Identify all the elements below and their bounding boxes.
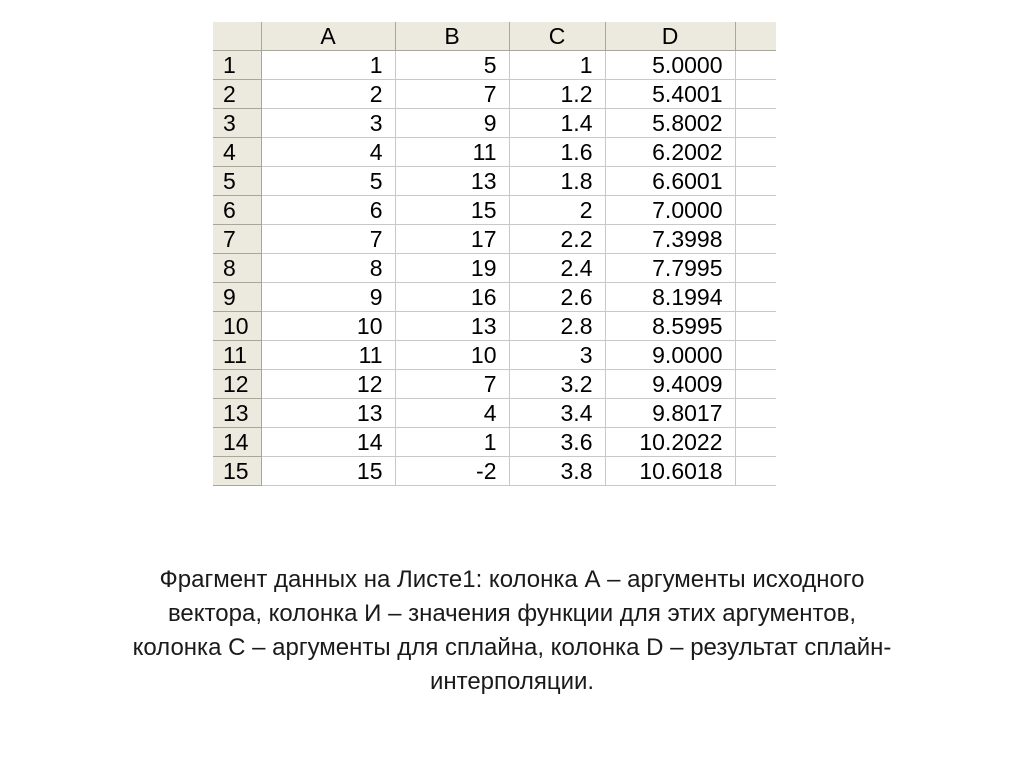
column-header-a[interactable]: A xyxy=(261,22,395,51)
caption-line: вектора, колонка И – значения функции для этих аргументов, xyxy=(167,600,857,627)
cell-e[interactable] xyxy=(735,399,776,428)
row-header[interactable]: 12 xyxy=(213,370,261,399)
cell-b[interactable]: 13 xyxy=(395,167,509,196)
cell-c[interactable]: 2 xyxy=(509,196,605,225)
cell-d[interactable]: 5.8002 xyxy=(605,109,735,138)
row-header[interactable]: 11 xyxy=(213,341,261,370)
row-header[interactable]: 4 xyxy=(213,138,261,167)
column-header-row xyxy=(213,22,776,51)
data-grid xyxy=(213,22,776,486)
cell-d[interactable]: 7.3998 xyxy=(605,225,735,254)
cell-b[interactable]: 7 xyxy=(395,80,509,109)
cell-a[interactable]: 1 xyxy=(261,51,395,80)
cell-e[interactable] xyxy=(735,254,776,283)
cell-d[interactable]: 6.2002 xyxy=(605,138,735,167)
cell-b[interactable]: 11 xyxy=(395,138,509,167)
cell-c[interactable]: 1.8 xyxy=(509,167,605,196)
cell-d[interactable]: 9.0000 xyxy=(605,341,735,370)
column-header-d[interactable]: D xyxy=(605,22,735,51)
cell-b[interactable]: 17 xyxy=(395,225,509,254)
cell-a[interactable]: 3 xyxy=(261,109,395,138)
cell-b[interactable]: 5 xyxy=(395,51,509,80)
cell-e[interactable] xyxy=(735,370,776,399)
cell-c[interactable]: 2.4 xyxy=(509,254,605,283)
row-header[interactable]: 5 xyxy=(213,167,261,196)
row-header[interactable]: 10 xyxy=(213,312,261,341)
cell-e[interactable] xyxy=(735,196,776,225)
cell-a[interactable]: 5 xyxy=(261,167,395,196)
table-row xyxy=(213,167,776,196)
cell-d[interactable]: 8.5995 xyxy=(605,312,735,341)
row-header[interactable]: 3 xyxy=(213,109,261,138)
cell-b[interactable]: -2 xyxy=(395,457,509,486)
cell-b[interactable]: 7 xyxy=(395,370,509,399)
cell-a[interactable]: 2 xyxy=(261,80,395,109)
row-header[interactable]: 1 xyxy=(213,51,261,80)
cell-c[interactable]: 2.8 xyxy=(509,312,605,341)
cell-a[interactable]: 4 xyxy=(261,138,395,167)
cell-c[interactable]: 2.2 xyxy=(509,225,605,254)
cell-a[interactable]: 15 xyxy=(261,457,395,486)
cell-e[interactable] xyxy=(735,51,776,80)
column-header-c[interactable]: C xyxy=(509,22,605,51)
row-header[interactable]: 15 xyxy=(213,457,261,486)
cell-d[interactable]: 8.1994 xyxy=(605,283,735,312)
cell-e[interactable] xyxy=(735,225,776,254)
row-header[interactable]: 9 xyxy=(213,283,261,312)
cell-c[interactable]: 3.8 xyxy=(509,457,605,486)
cell-a[interactable]: 12 xyxy=(261,370,395,399)
cell-c[interactable]: 3.6 xyxy=(509,428,605,457)
table-row xyxy=(213,80,776,109)
cell-c[interactable]: 2.6 xyxy=(509,283,605,312)
cell-a[interactable]: 8 xyxy=(261,254,395,283)
cell-c[interactable]: 1.4 xyxy=(509,109,605,138)
table-row xyxy=(213,225,776,254)
cell-a[interactable]: 11 xyxy=(261,341,395,370)
cell-e[interactable] xyxy=(735,138,776,167)
cell-a[interactable]: 9 xyxy=(261,283,395,312)
cell-e[interactable] xyxy=(735,283,776,312)
slide-caption xyxy=(40,563,984,699)
table-row xyxy=(213,428,776,457)
row-header[interactable]: 13 xyxy=(213,399,261,428)
cell-c[interactable]: 3 xyxy=(509,341,605,370)
table-row xyxy=(213,51,776,80)
cell-c[interactable]: 1.6 xyxy=(509,138,605,167)
caption-line: интерполяции. xyxy=(429,668,595,695)
cell-e[interactable] xyxy=(735,457,776,486)
row-header[interactable]: 7 xyxy=(213,225,261,254)
table-row xyxy=(213,312,776,341)
cell-a[interactable]: 7 xyxy=(261,225,395,254)
cell-d[interactable]: 9.8017 xyxy=(605,399,735,428)
cell-b[interactable]: 15 xyxy=(395,196,509,225)
cell-a[interactable]: 10 xyxy=(261,312,395,341)
cell-b[interactable]: 4 xyxy=(395,399,509,428)
caption-line: Фрагмент данных на Листе1: колонка А – аргументы исходного xyxy=(159,566,865,593)
cell-b[interactable]: 19 xyxy=(395,254,509,283)
cell-b[interactable]: 16 xyxy=(395,283,509,312)
grid-body xyxy=(213,51,776,486)
column-header-b[interactable]: B xyxy=(395,22,509,51)
cell-d[interactable]: 7.0000 xyxy=(605,196,735,225)
cell-d[interactable]: 7.7995 xyxy=(605,254,735,283)
column-header-e[interactable] xyxy=(735,22,776,51)
cell-c[interactable]: 1.2 xyxy=(509,80,605,109)
cell-d[interactable]: 5.0000 xyxy=(605,51,735,80)
cell-d[interactable]: 10.6018 xyxy=(605,457,735,486)
cell-e[interactable] xyxy=(735,109,776,138)
cell-e[interactable] xyxy=(735,312,776,341)
cell-d[interactable]: 10.2022 xyxy=(605,428,735,457)
table-row xyxy=(213,196,776,225)
cell-d[interactable]: 5.4001 xyxy=(605,80,735,109)
cell-d[interactable]: 6.6001 xyxy=(605,167,735,196)
cell-b[interactable]: 9 xyxy=(395,109,509,138)
cell-a[interactable]: 6 xyxy=(261,196,395,225)
cell-c[interactable]: 1 xyxy=(509,51,605,80)
table-row xyxy=(213,254,776,283)
row-header[interactable]: 6 xyxy=(213,196,261,225)
table-row xyxy=(213,109,776,138)
cell-e[interactable] xyxy=(735,341,776,370)
row-header[interactable]: 14 xyxy=(213,428,261,457)
cell-c[interactable]: 3.2 xyxy=(509,370,605,399)
cell-b[interactable]: 10 xyxy=(395,341,509,370)
table-row xyxy=(213,457,776,486)
cell-e[interactable] xyxy=(735,428,776,457)
table-row xyxy=(213,341,776,370)
cell-c[interactable]: 3.4 xyxy=(509,399,605,428)
table-row xyxy=(213,138,776,167)
cell-e[interactable] xyxy=(735,167,776,196)
cell-a[interactable]: 14 xyxy=(261,428,395,457)
cell-b[interactable]: 13 xyxy=(395,312,509,341)
spreadsheet xyxy=(213,22,776,492)
row-header[interactable]: 2 xyxy=(213,80,261,109)
cell-d[interactable]: 9.4009 xyxy=(605,370,735,399)
table-row xyxy=(213,399,776,428)
table-row xyxy=(213,283,776,312)
row-header[interactable]: 8 xyxy=(213,254,261,283)
cell-e[interactable] xyxy=(735,80,776,109)
cell-b[interactable]: 1 xyxy=(395,428,509,457)
select-all-corner[interactable] xyxy=(213,22,261,51)
table-row xyxy=(213,370,776,399)
cell-a[interactable]: 13 xyxy=(261,399,395,428)
caption-line: колонка С – аргументы для сплайна, колонка D – результат сплайн- xyxy=(132,634,892,661)
